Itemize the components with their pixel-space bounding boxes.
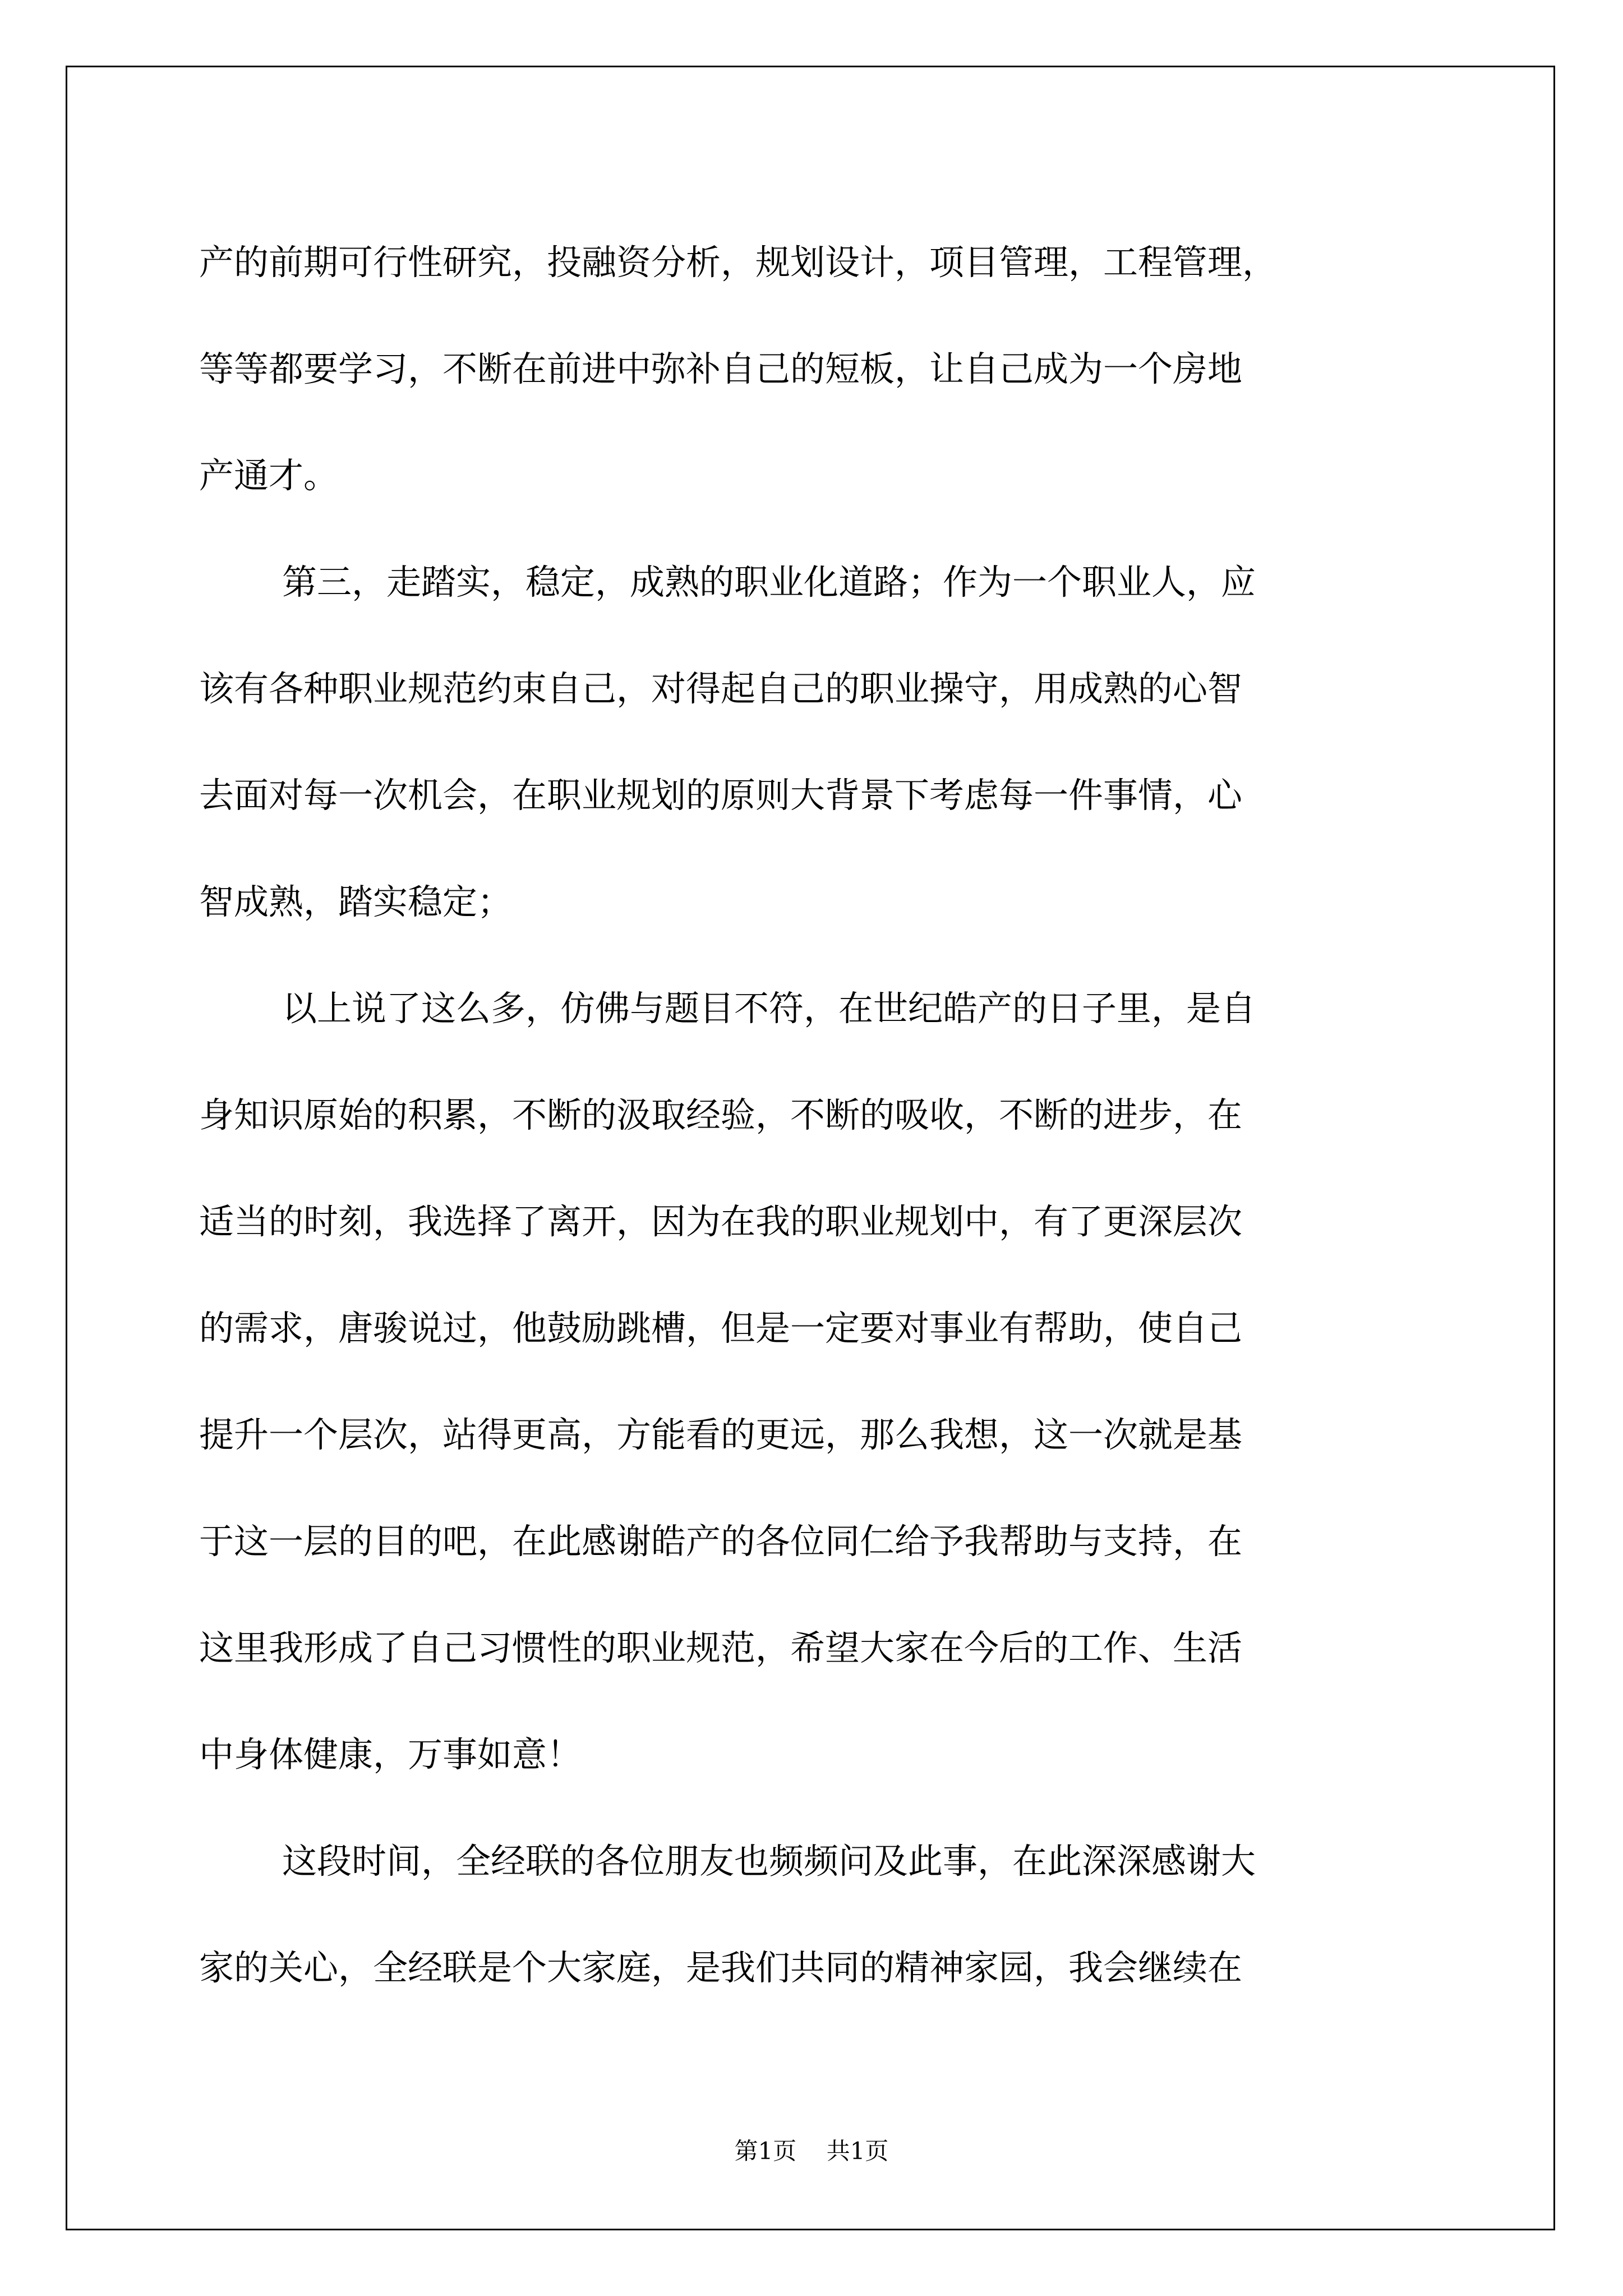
text-line: 去面对每一次机会，在职业规划的原则大背景下考虑每一件事情，心 <box>199 775 1243 816</box>
page-total: 共1页 <box>826 2137 889 2165</box>
text-line: 适当的时刻，我选择了离开，因为在我的职业规划中，有了更深层次 <box>199 1201 1243 1242</box>
text-line: 第三，走踏实，稳定，成熟的职业化道路；作为一个职业人，应 <box>282 562 1256 602</box>
text-line: 智成熟，踏实稳定； <box>199 881 513 922</box>
text-line: 提升一个层次，站得更高，方能看的更远，那么我想，这一次就是基 <box>199 1414 1243 1455</box>
text-line: 产的前期可行性研究，投融资分析，规划设计，项目管理，工程管理， <box>199 242 1278 283</box>
text-line: 于这一层的目的吧，在此感谢皓产的各位同仁给予我帮助与支持，在 <box>199 1521 1243 1562</box>
document-body <box>199 209 1438 2021</box>
text-line: 这段时间，全经联的各位朋友也频频问及此事，在此深深感谢大 <box>282 1841 1256 1881</box>
text-line: 该有各种职业规范约束自己，对得起自己的职业操守，用成熟的心智 <box>199 668 1243 709</box>
text-line: 的需求，唐骏说过，他鼓励跳槽，但是一定要对事业有帮助，使自己 <box>199 1308 1243 1349</box>
text-line: 以上说了这么多，仿佛与题目不符，在世纪皓产的日子里，是自 <box>282 988 1256 1029</box>
page-number: 第1页 <box>734 2137 797 2165</box>
text-line: 身知识原始的积累，不断的汲取经验，不断的吸收，不断的进步，在 <box>199 1094 1243 1135</box>
page-footer <box>0 2134 1623 2168</box>
text-line: 这里我形成了自己习惯性的职业规范，希望大家在今后的工作、生活 <box>199 1627 1243 1668</box>
text-line: 中身体健康，万事如意！ <box>199 1734 582 1775</box>
text-line: 家的关心，全经联是个大家庭，是我们共同的精神家园，我会继续在 <box>199 1947 1243 1988</box>
text-line: 等等都要学习，不断在前进中弥补自己的短板，让自己成为一个房地 <box>199 348 1243 389</box>
text-line: 产通才。 <box>199 455 339 496</box>
